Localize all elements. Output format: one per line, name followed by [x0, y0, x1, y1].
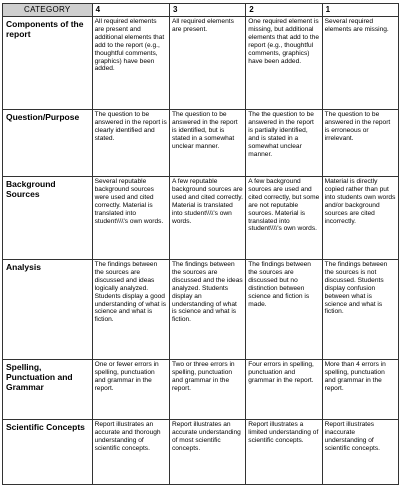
cell-level-4: Report illustrates an accurate and thorough understanding of scientific concepts. [92, 420, 169, 485]
cell-level-3: Two or three errors in spelling, punctuation and grammar in the report. [169, 360, 245, 420]
rubric-body [3, 17, 399, 485]
level-3-header: 3 [169, 4, 245, 17]
table-row [3, 17, 399, 110]
cell-level-1: The findings between the sources is not discussed. Students display confusion between what is science and what is fiction. [322, 260, 398, 360]
level-2-header: 2 [246, 4, 322, 17]
row-category-scientific-concepts: Scientific Concepts [3, 420, 93, 485]
cell-level-1: The question to be answered in the report is erroneous or irrelevant. [322, 110, 398, 177]
table-row [3, 360, 399, 420]
cell-level-2: The the question to be answered in the report is partially identified, and is stated in a somewhat unclear manner. [246, 110, 322, 177]
cell-level-1: Several required elements are missing. [322, 17, 398, 110]
cell-level-3: Report illustrates an accurate understanding of most scientific concepts. [169, 420, 245, 485]
cell-level-2: One required element is missing, but additional elements that add to the report (e.g., thoughtful comments, graphics) have been added. [246, 17, 322, 110]
cell-level-4: One or fewer errors in spelling, punctuation and grammar in the report. [92, 360, 169, 420]
cell-level-2: Four errors in spelling, punctuation and grammar in the report. [246, 360, 322, 420]
row-category-analysis: Analysis [3, 260, 93, 360]
cell-level-3: A few reputable background sources are used and cited correctly. Material is translated into student\\\\'s own words. [169, 177, 245, 260]
row-category-question-purpose: Question/Purpose [3, 110, 93, 177]
cell-level-4: Several reputable background sources were used and cited correctly. Material is translated into student\\\\'s own words. [92, 177, 169, 260]
cell-level-3: The findings between the sources are discussed and the ideas analyzed. Students display an understanding of what is science and what is fiction. [169, 260, 245, 360]
cell-level-2: Report illustrates a limited understanding of scientific concepts. [246, 420, 322, 485]
row-category-components: Components of the report [3, 17, 93, 110]
cell-level-4: All required elements are present and additional elements that add to the report (e.g., thoughtful comments, graphics) have been added. [92, 17, 169, 110]
cell-level-2: A few background sources are used and cited correctly, but some are not reputable sources. Material is translated into student\\\\'s own words. [246, 177, 322, 260]
level-4-header: 4 [92, 4, 169, 17]
table-row [3, 260, 399, 360]
cell-level-1: More than 4 errors in spelling, punctuation and grammar in the report. [322, 360, 398, 420]
rubric-header [3, 4, 399, 17]
cell-level-3: The question to be answered in the report is identified, but is stated in a somewhat unclear manner. [169, 110, 245, 177]
cell-level-3: All required elements are present. [169, 17, 245, 110]
category-header: CATEGORY [3, 4, 93, 17]
cell-level-4: The findings between the sources are discussed and ideas logically analyzed. Students display a good understanding of what is science and what is fiction. [92, 260, 169, 360]
header-row [3, 4, 399, 17]
level-1-header: 1 [322, 4, 398, 17]
table-row [3, 177, 399, 260]
rubric-table [2, 3, 399, 485]
table-row [3, 110, 399, 177]
row-category-background-sources: Background Sources [3, 177, 93, 260]
cell-level-4: The question to be answered in the report is clearly identified and stated. [92, 110, 169, 177]
table-row [3, 420, 399, 485]
cell-level-1: Report illustrates inaccurate understanding of scientific concepts. [322, 420, 398, 485]
cell-level-1: Material is directly copied rather than put into students own words and/or background sources are cited incorrectly. [322, 177, 398, 260]
cell-level-2: The findings between the sources are discussed but no distinction between science and fiction is made. [246, 260, 322, 360]
row-category-spelling: Spelling, Punctuation and Grammar [3, 360, 93, 420]
